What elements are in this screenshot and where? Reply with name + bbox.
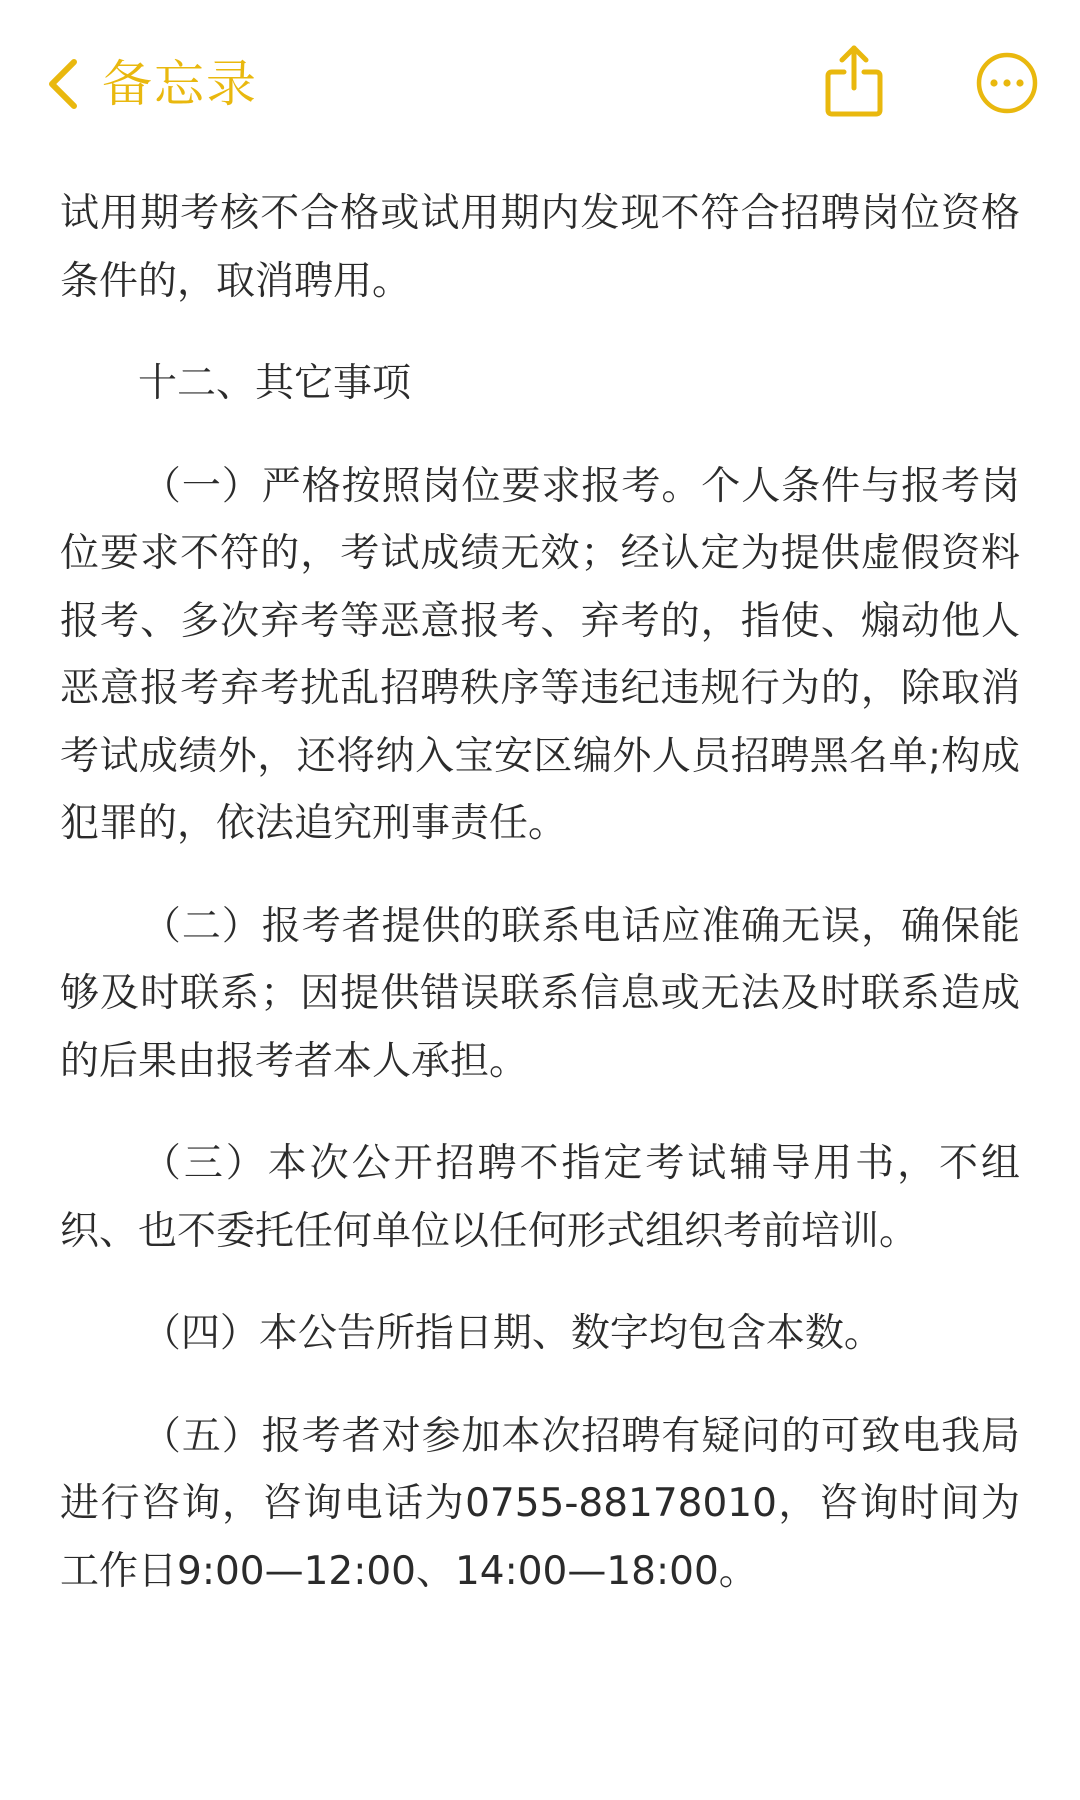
note-paragraph: （二）报考者提供的联系电话应准确无误，确保能够及时联系；因提供错误联系信息或无法及时联系造成的后果由报考者本人承担。: [60, 903, 1020, 1084]
note-paragraph: （四）本公告所指日期、数字均包含本数。: [141, 1311, 883, 1356]
chevron-left-icon: [44, 54, 84, 114]
back-label: 备忘录: [102, 55, 258, 113]
share-icon[interactable]: [822, 40, 886, 120]
note-body[interactable]: [60, 180, 1020, 1605]
note-paragraph: （五）报考者对参加本次招聘有疑问的可致电我局进行咨询，咨询电话为0755-88178010，咨询时间为工作日9:00—12:00、14:00—18:00。: [60, 1413, 1020, 1594]
note-paragraph: 试用期考核不合格或试用期内发现不符合招聘岗位资格条件的，取消聘用。: [60, 191, 1020, 304]
note-paragraph: （一）严格按照岗位要求报考。个人条件与报考岗位要求不符的，考试成绩无效；经认定为提供虚假资料报考、多次弃考等恶意报考、弃考的，指使、煽动他人恶意报考弃考扰乱招聘秩序等违纪违规行为的，除取消考试成绩外，还将纳入宝安区编外人员招聘黑名单;构成犯罪的，依法追究刑事责任。: [60, 463, 1020, 846]
back-button[interactable]: [44, 48, 258, 120]
navigation-bar: [0, 0, 1080, 165]
section-heading: 十二、其它事项: [138, 361, 412, 406]
note-paragraph: （三）本次公开招聘不指定考试辅导用书，不组织、也不委托任何单位以任何形式组织考前培训。: [60, 1141, 1020, 1254]
more-icon[interactable]: [976, 52, 1038, 114]
